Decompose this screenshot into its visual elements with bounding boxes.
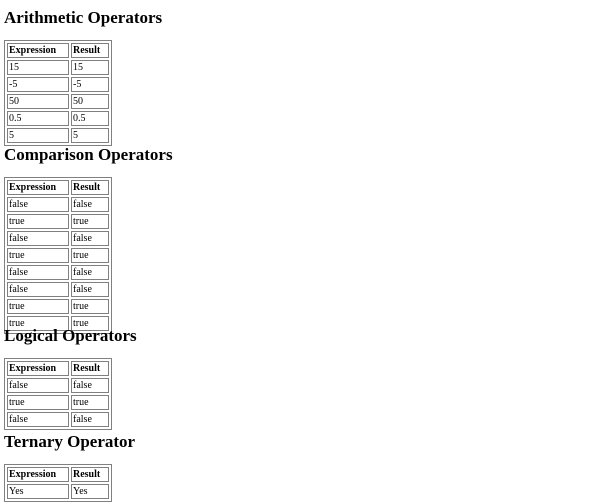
result-column-header: Result	[71, 467, 109, 482]
expression-cell: true	[7, 395, 69, 410]
expression-cell: Yes	[7, 484, 69, 499]
table-row	[7, 282, 109, 297]
table-header-row	[7, 43, 109, 58]
section-heading: Comparison Operators	[4, 145, 173, 164]
result-cell: 15	[71, 60, 109, 75]
result-cell: false	[71, 282, 109, 297]
expression-cell: false	[7, 378, 69, 393]
result-cell: true	[71, 299, 109, 314]
expression-column-header: Expression	[7, 180, 69, 195]
table-row	[7, 197, 109, 212]
expression-cell: false	[7, 231, 69, 246]
expression-cell: true	[7, 299, 69, 314]
table-row	[7, 484, 109, 499]
expression-cell: false	[7, 282, 69, 297]
expression-cell: true	[7, 316, 69, 331]
table-header-row	[7, 180, 109, 195]
comparison-operators-table	[4, 177, 112, 334]
result-column-header: Result	[71, 180, 109, 195]
table-row	[7, 111, 109, 126]
expression-column-header: Expression	[7, 43, 69, 58]
expression-cell: false	[7, 197, 69, 212]
comparison-operators-section	[4, 145, 173, 334]
table-row	[7, 299, 109, 314]
section-heading: Ternary Operator	[4, 432, 136, 451]
result-cell: false	[71, 412, 109, 427]
table-row	[7, 395, 109, 410]
table-row	[7, 248, 109, 263]
expression-cell: false	[7, 265, 69, 280]
table-row	[7, 378, 109, 393]
table-header-row	[7, 361, 109, 376]
result-cell: 50	[71, 94, 109, 109]
arithmetic-operators-table	[4, 40, 112, 146]
result-cell: false	[71, 231, 109, 246]
result-cell: false	[71, 197, 109, 212]
section-heading: Logical Operators	[4, 326, 137, 345]
table-row	[7, 77, 109, 92]
expression-cell: 15	[7, 60, 69, 75]
result-column-header: Result	[71, 43, 109, 58]
expression-cell: true	[7, 248, 69, 263]
result-cell: -5	[71, 77, 109, 92]
table-header-row	[7, 467, 109, 482]
expression-cell: 50	[7, 94, 69, 109]
table-row	[7, 231, 109, 246]
result-cell: true	[71, 316, 109, 331]
section-heading: Arithmetic Operators	[4, 8, 163, 27]
result-cell: 0.5	[71, 111, 109, 126]
expression-cell: -5	[7, 77, 69, 92]
result-cell: true	[71, 395, 109, 410]
result-cell: false	[71, 265, 109, 280]
expression-cell: 0.5	[7, 111, 69, 126]
table-row	[7, 412, 109, 427]
result-cell: Yes	[71, 484, 109, 499]
result-cell: true	[71, 214, 109, 229]
table-row	[7, 265, 109, 280]
ternary-operator-table	[4, 464, 112, 502]
expression-column-header: Expression	[7, 361, 69, 376]
logical-operators-section	[4, 326, 137, 430]
table-row	[7, 94, 109, 109]
expression-cell: 5	[7, 128, 69, 143]
ternary-operator-section	[4, 432, 135, 502]
result-cell: false	[71, 378, 109, 393]
table-row	[7, 128, 109, 143]
table-row	[7, 60, 109, 75]
table-row	[7, 214, 109, 229]
logical-operators-table	[4, 358, 112, 430]
result-cell: 5	[71, 128, 109, 143]
expression-cell: true	[7, 214, 69, 229]
expression-cell: false	[7, 412, 69, 427]
result-cell: true	[71, 248, 109, 263]
expression-column-header: Expression	[7, 467, 69, 482]
result-column-header: Result	[71, 361, 109, 376]
arithmetic-operators-section	[4, 8, 162, 146]
